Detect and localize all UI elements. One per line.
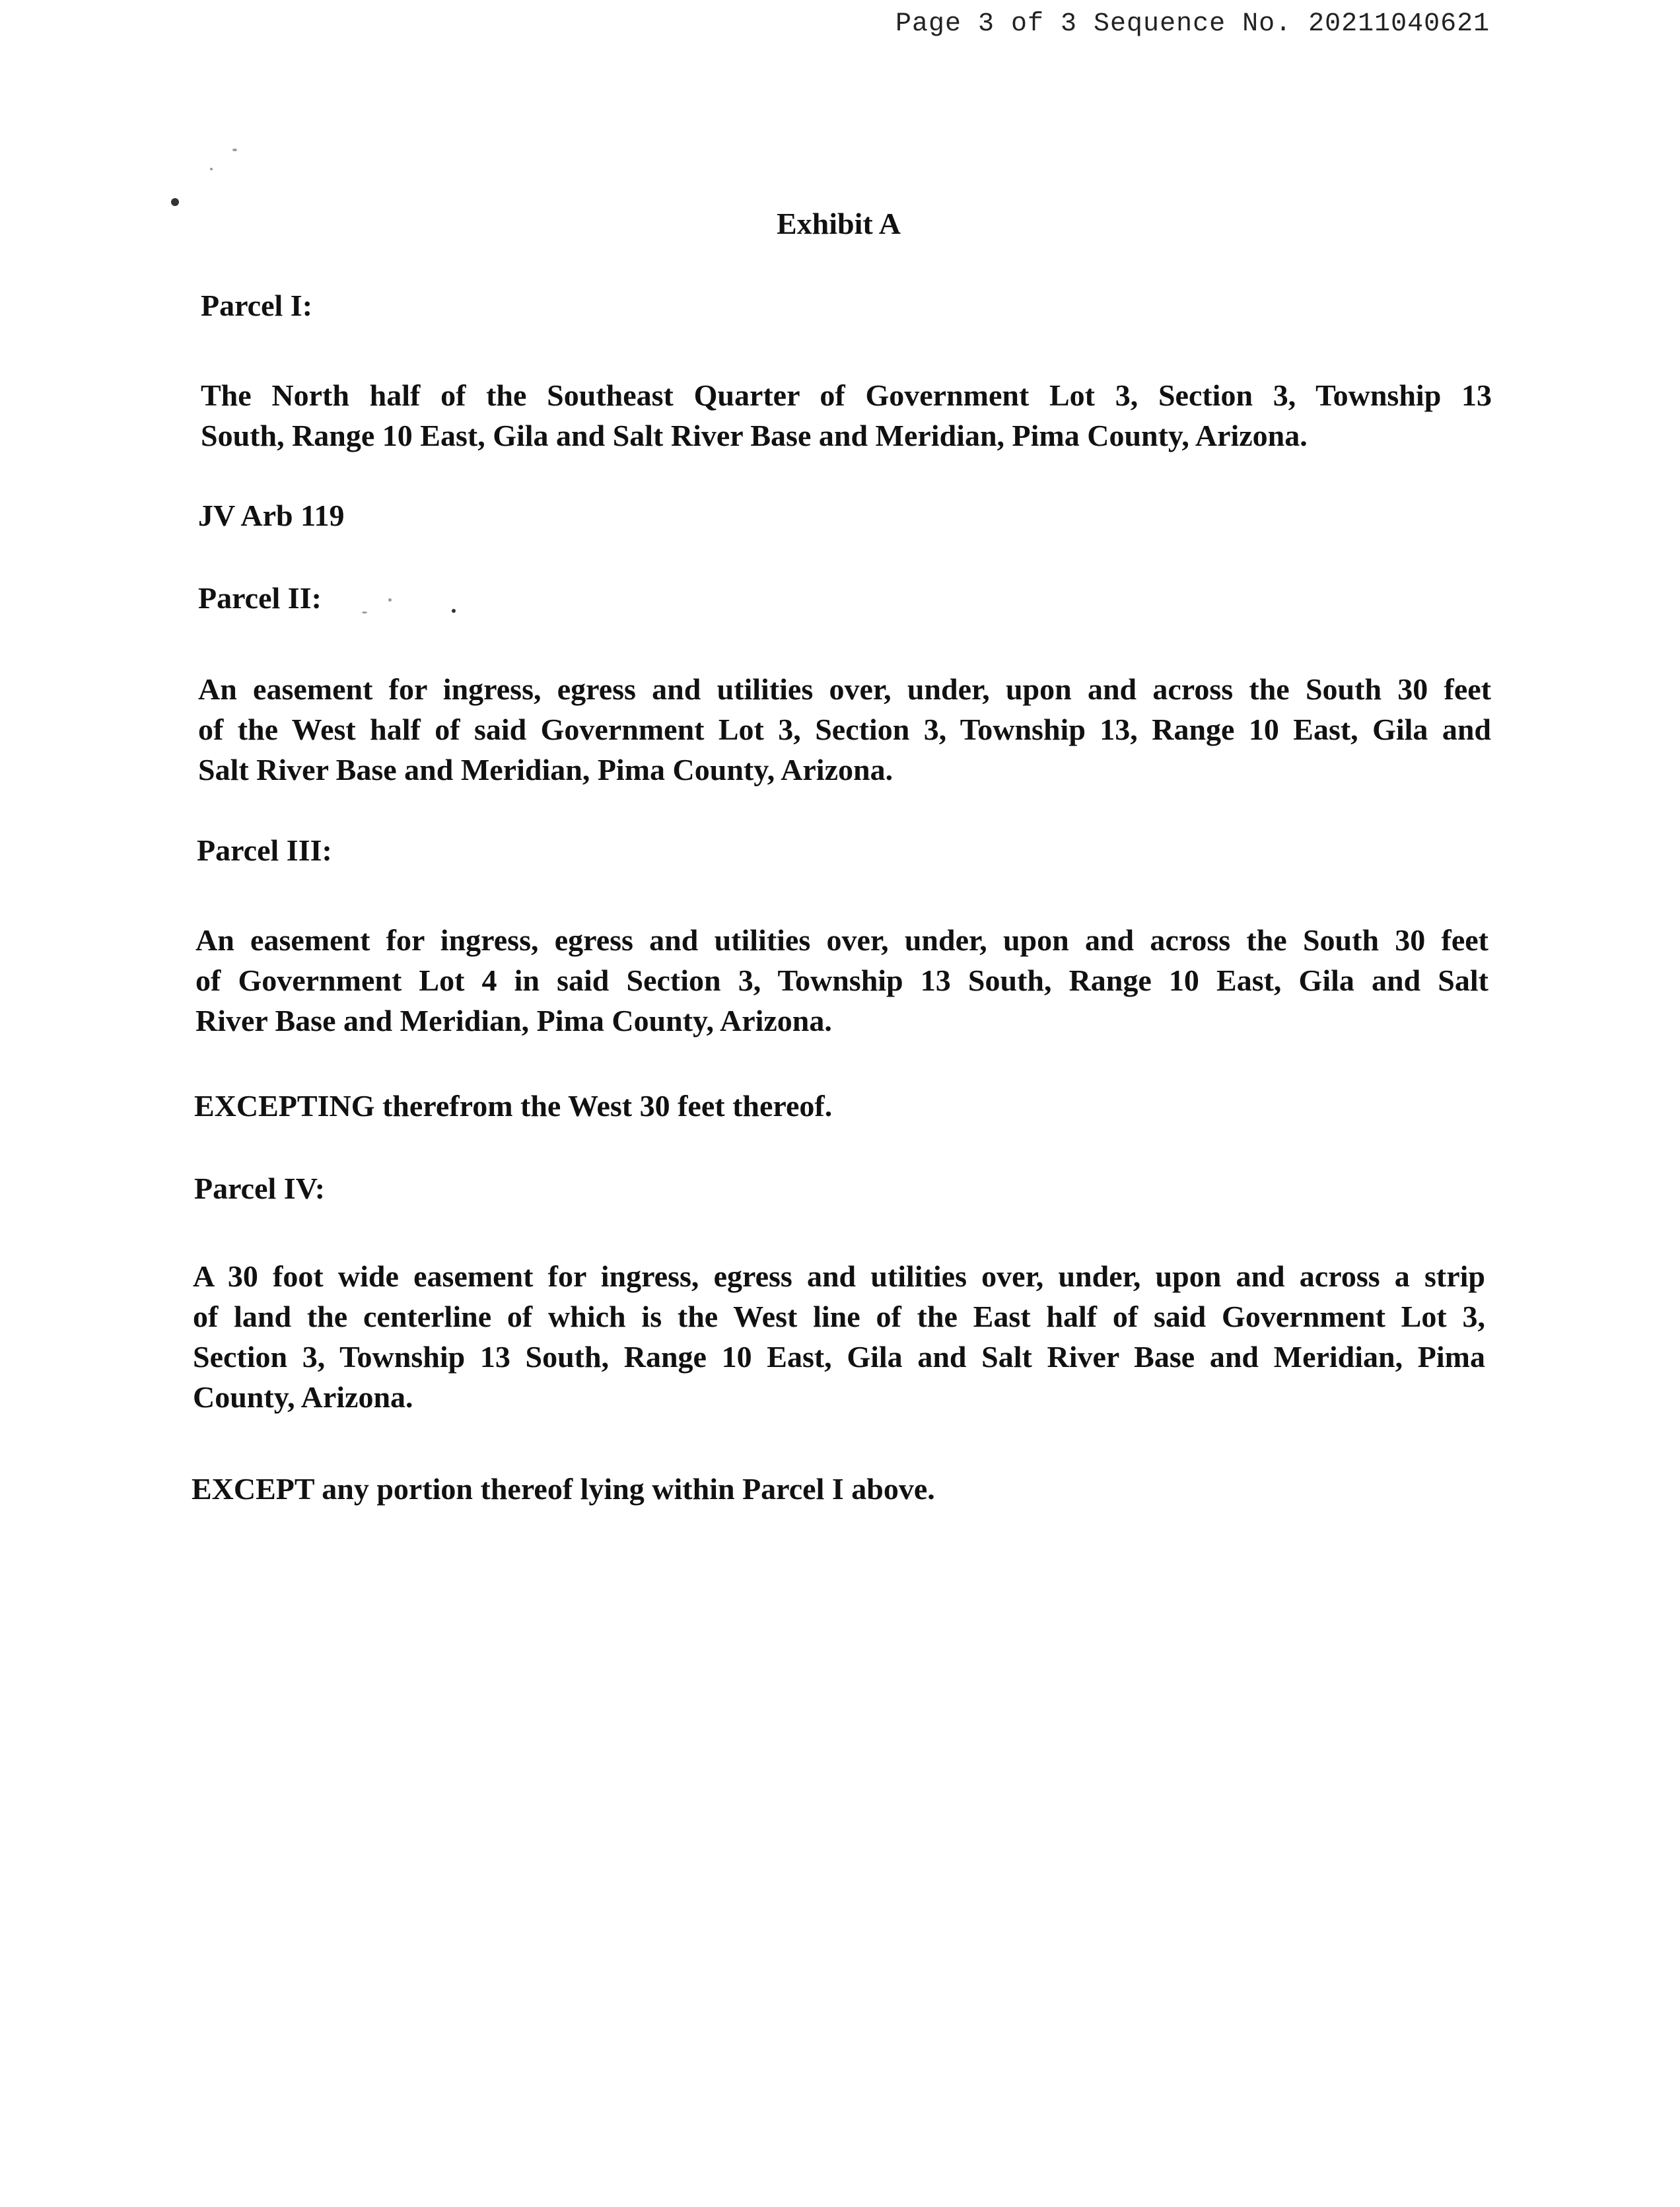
scan-speck [388,598,392,602]
parcel-1-heading: Parcel I: [201,289,313,322]
reference-number: JV Arb 119 [198,499,345,532]
page-sequence-stamp: Page 3 of 3 Sequence No. 20211040621 [895,9,1490,39]
parcel-2-line: Salt River Base and Meridian, Pima County, Arizona. [198,753,893,787]
parcel-4-line: of land the centerline of which is the West line of the East half of said Government Lot 3, [193,1300,1485,1333]
scan-speck [362,612,367,613]
parcel-3-line: River Base and Meridian, Pima County, Arizona. [195,1004,832,1037]
parcel-2-line: An easement for ingress, egress and utilities over, under, upon and across the South 30 feet [198,672,1491,706]
parcel-1-description [201,375,1492,456]
parcel-1-line: The North half of the Southeast Quarter of Government Lot 3, Section 3, Township 13 [201,378,1492,412]
scan-mark [171,198,179,206]
parcel-4-line: A 30 foot wide easement for ingress, egress and utilities over, under, upon and across a strip [193,1259,1485,1293]
parcel-4-exception: EXCEPT any portion thereof lying within Parcel I above. [192,1472,935,1506]
parcel-4-heading: Parcel IV: [194,1172,326,1205]
parcel-3-exception: EXCEPTING therefrom the West 30 feet thereof. [194,1089,833,1123]
parcel-3-line: of Government Lot 4 in said Section 3, Township 13 South, Range 10 East, Gila and Salt [195,963,1488,997]
parcel-2-line: of the West half of said Government Lot 3, Section 3, Township 13, Range 10 East, Gila and [198,713,1491,746]
parcel-4-description [193,1256,1485,1417]
scan-mark [452,609,456,613]
parcel-4-line: County, Arizona. [193,1380,413,1414]
parcel-3-description [195,920,1488,1041]
parcel-3-line: An easement for ingress, egress and utilities over, under, upon and across the South 30 feet [195,923,1488,957]
exhibit-title: Exhibit A [777,207,901,240]
parcel-2-description [198,669,1491,790]
parcel-1-line: South, Range 10 East, Gila and Salt River Base and Meridian, Pima County, Arizona. [201,419,1308,452]
parcel-3-heading: Parcel III: [197,833,332,867]
parcel-4-line: Section 3, Township 13 South, Range 10 East, Gila and Salt River Base and Meridian, Pima [193,1340,1485,1374]
parcel-2-heading: Parcel II: [198,581,322,615]
scan-speck [210,168,213,170]
scan-speck [232,149,237,151]
